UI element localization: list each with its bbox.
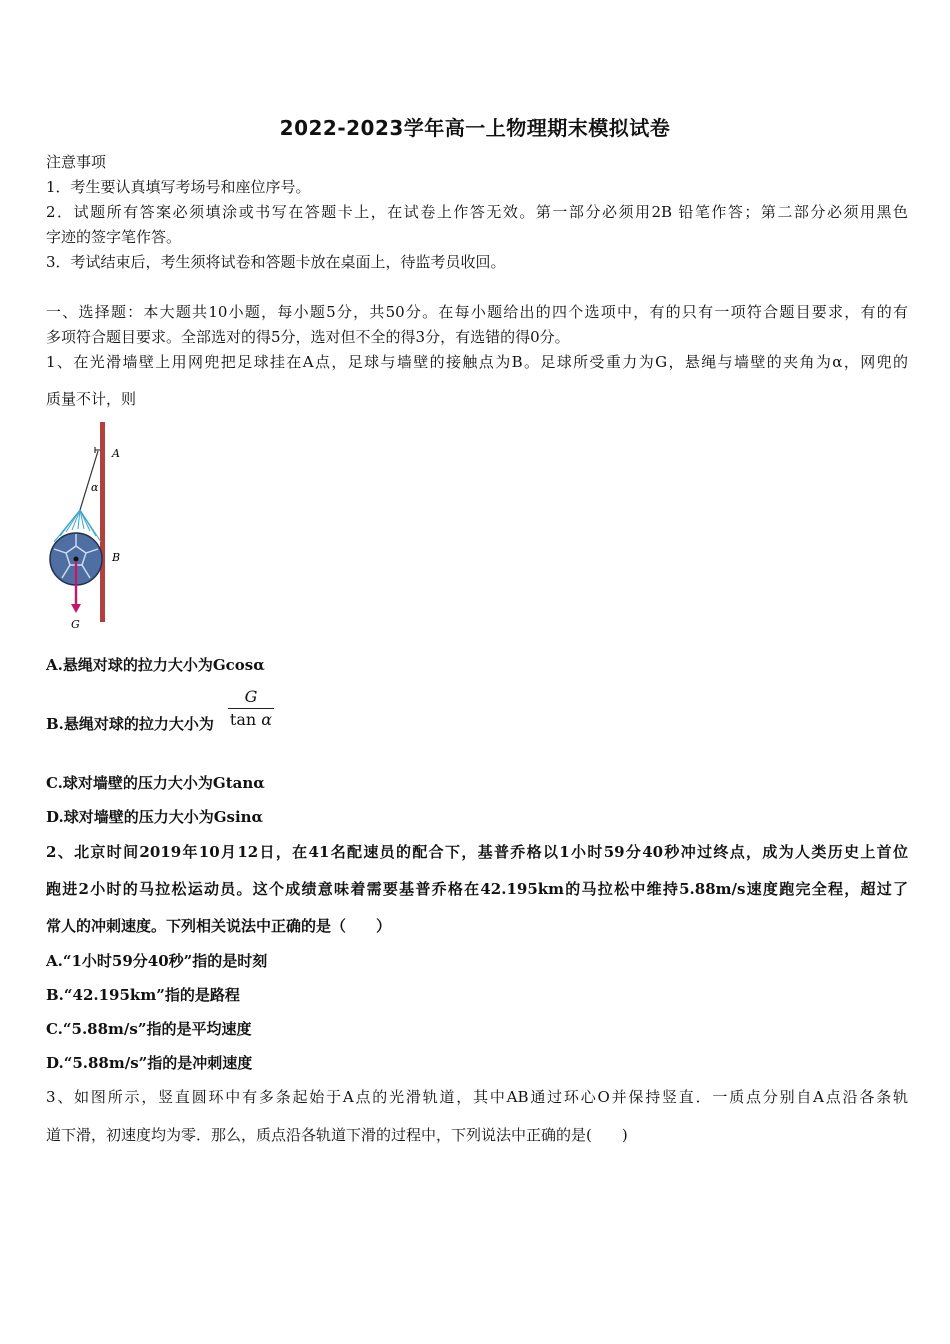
question-2-stem-cont-2: 常人的冲刺速度。下列相关说法中正确的是（ ） (46, 917, 392, 935)
question-2-option-c: C.“5.88m/s”指的是平均速度 (46, 1020, 252, 1038)
denominator-variable: α (261, 710, 273, 729)
label-point-b: B (112, 551, 121, 564)
question-3-stem-cont: 道下滑，初速度均为零．那么，质点沿各轨道下滑的过程中，下列说法中正确的是( ) (46, 1126, 628, 1144)
notice-item-1: 1．考生要认真填写考场号和座位序号。 (46, 178, 311, 196)
denominator-function: tan (229, 710, 257, 729)
question-2-stem-cont-1: 跑进2小时的马拉松运动员。这个成绩意味着需要基普乔格在42.195km的马拉松中维持5.88m/s速度跑完全程，超过了 (46, 880, 908, 898)
question-1-option-a: A.悬绳对球的拉力大小为Gcosα (46, 656, 265, 674)
label-angle-alpha: α (91, 481, 99, 494)
fraction-numerator: G (228, 687, 274, 709)
wall (100, 422, 105, 622)
question-1-option-d: D.球对墙壁的压力大小为Gsinα (46, 808, 264, 826)
section-instructions-cont: 多项符合题目要求。全部选对的得5分，选对但不全的得3分，有选错的得0分。 (46, 328, 570, 346)
label-gravity-g: G (71, 618, 80, 631)
question-2-option-b: B.“42.195km”指的是路程 (46, 986, 240, 1004)
notice-item-3: 3．考试结束后，考生须将试卷和答题卡放在桌面上，待监考员收回。 (46, 253, 506, 271)
question-1-option-c: C.球对墙壁的压力大小为Gtanα (46, 774, 265, 792)
label-point-a: A (112, 447, 120, 460)
question-3-stem: 3、如图所示，竖直圆环中有多条起始于A点的光滑轨道，其中AB通过环心O并保持竖直．一质点分别自A点沿各条轨 (46, 1088, 908, 1106)
section-instructions: 一、选择题：本大题共10小题，每小题5分，共50分。在每小题给出的四个选项中，有的只有一项符合题目要求，有的有 (46, 303, 908, 321)
fraction-g-over-tan-alpha (228, 687, 274, 731)
notice-item-2: 2．试题所有答案必须填涂或书写在答题卡上，在试卷上作答无效。第一部分必须用2B 铅笔作答；第二部分必须用黑色 (46, 203, 908, 221)
question-1-stem: 1、在光滑墙壁上用网兜把足球挂在A点，足球与墙壁的接触点为B。足球所受重力为G，悬绳与墙壁的夹角为α，网兜的 (46, 353, 908, 371)
page-title: 2022-2023学年高一上物理期末模拟试卷 (279, 116, 671, 140)
notice-heading: 注意事项 (46, 153, 107, 171)
question-1-option-b: B.悬绳对球的拉力大小为 (46, 715, 214, 733)
notice-item-2-cont: 字迹的签字笔作答。 (46, 228, 182, 246)
ball-diagram (44, 418, 144, 634)
center-of-mass-dot (74, 557, 79, 562)
question-2-option-a: A.“1小时59分40秒”指的是时刻 (46, 952, 268, 970)
question-1-stem-cont: 质量不计，则 (46, 390, 137, 408)
fraction-denominator (228, 709, 274, 731)
question-2-option-d: D.“5.88m/s”指的是冲刺速度 (46, 1054, 253, 1072)
ball-on-wall-figure (44, 418, 144, 634)
question-2-stem: 2、北京时间2019年10月12日，在41名配速员的配合下，基普乔格以1小时59分40秒冲过终点，成为人类历史上首位 (46, 843, 908, 861)
gravity-arrow-head (71, 604, 81, 613)
